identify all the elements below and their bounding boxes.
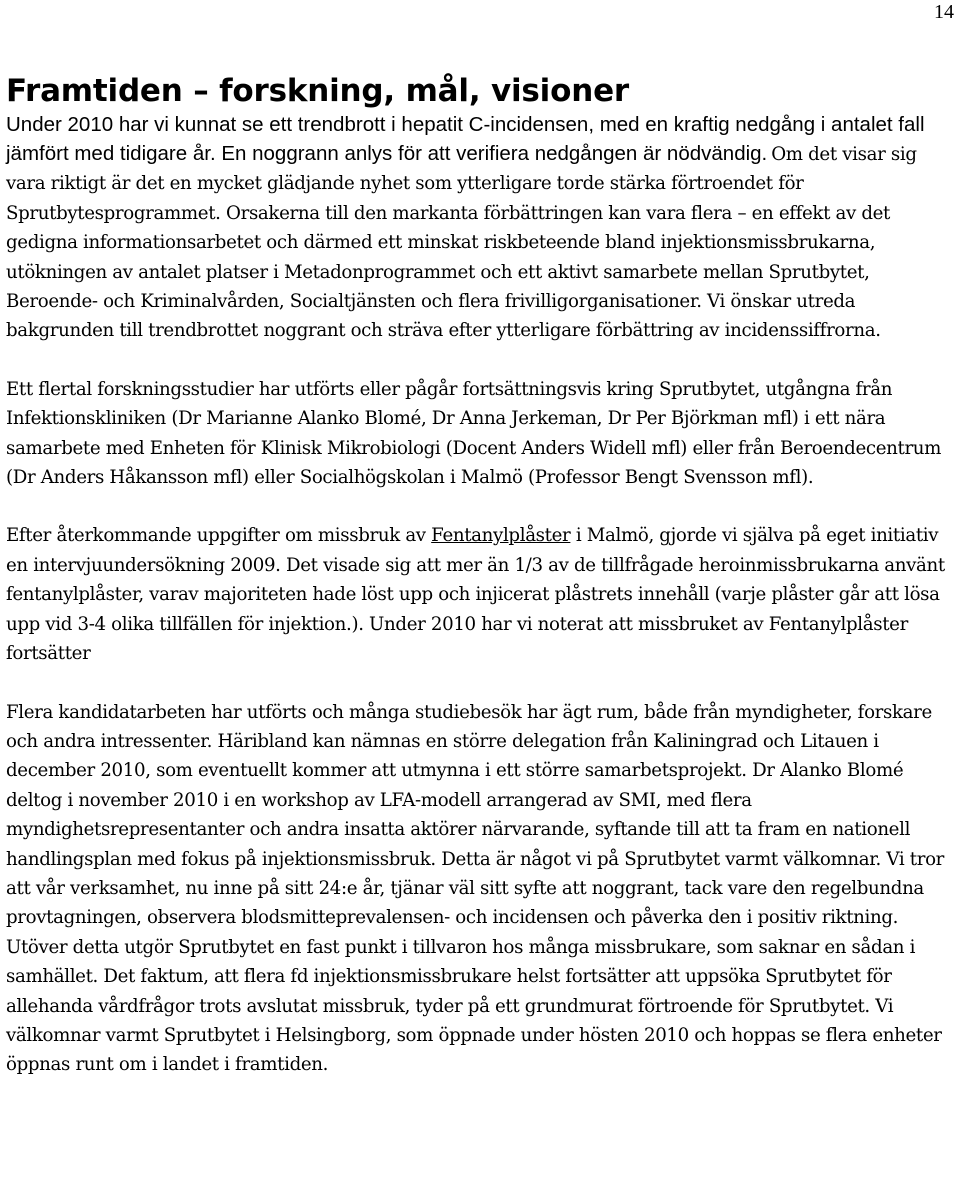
page-number: 14: [934, 1, 954, 23]
paragraph-trend-intro: Under 2010 har vi kunnat se ett trendbrott i hepatit C-incidensen, med en kraftig nedgång i antalet fall jämfört med tidigare år. En noggrann anlys för att verifiera nedgången är nödvändig.: [6, 113, 925, 165]
paragraph-fentanyl-start: Efter återkommande uppgifter om missbruk av: [6, 525, 432, 547]
document-body: [6, 72, 956, 1080]
fentanyl-link-text: Fentanylplåster: [431, 525, 571, 547]
section-heading: Framtiden – forskning, mål, visioner: [6, 73, 629, 109]
paragraph-research: Ett flertal forskningsstudier har utförts eller pågår fortsättningsvis kring Sprutbytet, utgångna från Infektionskliniken (Dr Marianne Alanko Blomé, Dr Anna Jerkeman, Dr Per Björkman mfl) i ett nära samarbete med Enheten för Klinisk Mikrobiologi (Docent Anders Widell mfl) eller från Beroendecentrum (Dr Anders Håkansson mfl) eller Socialhögskolan i Malmö (Professor Bengt Svensson mfl).: [6, 378, 942, 489]
paragraph-fentanyl: [6, 521, 956, 668]
paragraph-trend: [6, 110, 956, 346]
paragraph-collaboration: Flera kandidatarbeten har utförts och många studiebesök har ägt rum, både från myndigheter, forskare och andra intressenter. Häribland kan nämnas en större delegation från Kaliningrad och Litauen i december 2010, som eventuellt kommer att utmynna i ett större samarbetsprojekt. Dr Alanko Blomé deltog i november 2010 i en workshop av LFA-modell arrangerad av SMI, med flera myndighetsrepresentanter och andra insatta aktörer närvarande, syftande till att ta fram en nationell handlingsplan med fokus på injektionsmissbruk. Detta är något vi på Sprutbytet varmt välkomnar. Vi tror att vår verksamhet, nu inne på sitt 24:e år, tjänar väl sitt syfte att noggrant, tack vare den regelbundna provtagningen, observera blodsmitteprevalensen- och incidensen och påverka den i positiv riktning. Utöver detta utgör Sprutbytet en fast punkt i tillvaron hos många missbrukare, som saknar en sådan i samhället. Det faktum, att flera fd injektionsmissbrukare helst fortsätter att uppsöka Sprutbytet för allehanda vårdfrågor trots avslutat missbruk, tyder på ett grundmurat förtroende för Sprutbytet. Vi välkomnar varmt Sprutbytet i Helsingborg, som öppnade under hösten 2010 och hoppas se flera enheter öppnas runt om i landet i framtiden.: [6, 701, 945, 1076]
paragraph-fentanyl-end: i Malmö, gjorde vi själva på eget initiativ en intervjuundersökning 2009. Det visade sig att mer än 1/3 av de tillfrågade heroinmissbrukarna använt fentanylplåster, varav majoriteten hade löst upp och injicerat plåstrets innehåll (varje plåster går att lösa upp vid 3-4 olika tillfällen för injektion.). Under 2010 har vi noterat att missbruket av Fentanylplåster fortsätter: [6, 525, 945, 665]
paragraph-trend-body: Om det visar sig vara riktigt är det en mycket glädjande nyhet som ytterligare torde stärka förtroendet för Sprutbytesprogrammet. Orsakerna till den markanta förbättringen kan vara flera – en effekt av det gedigna informationsarbetet och därmed ett minskat riskbeteende bland injektionsmissbrukarna, utökningen av antalet platser i Metadonprogrammet och ett aktivt samarbete mellan Sprutbytet, Beroende- och Kriminalvården, Socialtjänsten och flera frivilligorganisationer. Vi önskar utreda bakgrunden till trendbrottet noggrant och sträva efter ytterligare förbättring av incidenssiffrorna.: [6, 144, 917, 342]
